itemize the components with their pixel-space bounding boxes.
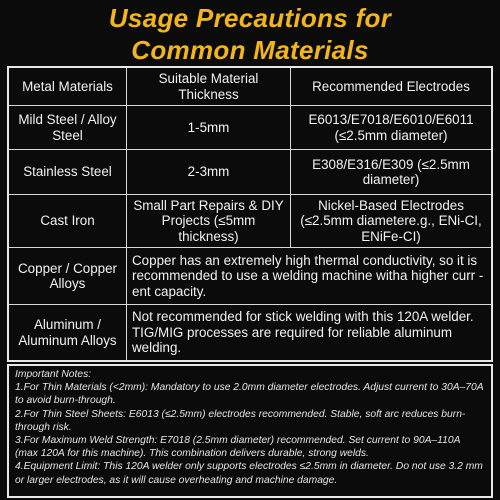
note-cell: Copper has an extremely high thermal conductivity, so it is recommended to use a welding machine witha higher curr -ent capacity. [132, 252, 484, 299]
material-cell: Mild Steel / Alloy Steel [9, 106, 127, 149]
thickness-cell: 1-5mm [127, 106, 291, 149]
electrodes-cell: E6013/E7018/E6010/E6011 (≤2.5mm diameter) [308, 112, 474, 143]
title-line-2: Common Materials [131, 35, 369, 65]
thickness-cell: Small Part Repairs & DIY Projects (≤5mm thickness) [127, 195, 291, 247]
title-line-1: Usage Precautions for [108, 3, 392, 33]
notes-heading: Important Notes: [15, 369, 92, 380]
material-cell: Cast Iron [9, 195, 127, 247]
table-row [9, 248, 491, 305]
electrodes-cell: Nickel-Based Electrodes (≤2.5mm diametere.g., ENi-CI, ENiFe-CI) [300, 197, 482, 244]
thickness-cell: 2-3mm [127, 150, 291, 194]
table-row [9, 150, 491, 195]
note-item: 4.Equipment Limit: This 120A welder only supports electrodes ≤2.5mm in diameter. Do not use 3.2 mm or larger electrodes, as it will cause overheating and machine damage. [15, 461, 483, 486]
header-electrodes: Recommended Electrodes [312, 78, 470, 94]
table-row [9, 195, 491, 248]
table-row [9, 305, 491, 360]
material-cell: Stainless Steel [9, 150, 127, 194]
table-row [9, 106, 491, 150]
note-item: 3.For Maximum Weld Strength: E7018 (2.5mm diameter) recommended. Set current to 90A–110A (max 120A for this machine). This combination delivers durable, strong welds. [15, 435, 461, 460]
page-title [0, 2, 500, 66]
header-thickness: Suitable Material Thickness [127, 68, 291, 105]
material-cell: Copper / Copper Alloys [9, 248, 127, 304]
materials-table [7, 66, 493, 362]
important-notes [7, 364, 493, 498]
material-cell: Aluminum / Aluminum Alloys [9, 305, 127, 360]
electrodes-cell: E308/E316/E309 (≤2.5mm diameter) [312, 156, 470, 187]
header-metal-materials: Metal Materials [9, 68, 127, 105]
note-item: 1.For Thin Materials (<2mm): Mandatory to use 2.0mm diameter electrodes. Adjust current to 30A–70A to avoid burn-through. [15, 382, 484, 407]
table-header-row [9, 68, 491, 106]
note-item: 2.For Thin Steel Sheets: E6013 (≤2.5mm) electrodes recommended. Stable, soft arc reduces burn-through risk. [15, 408, 466, 433]
note-cell: Not recommended for stick welding with this 120A welder. TIG/MIG processes are required for reliable aluminum welding. [132, 309, 474, 356]
